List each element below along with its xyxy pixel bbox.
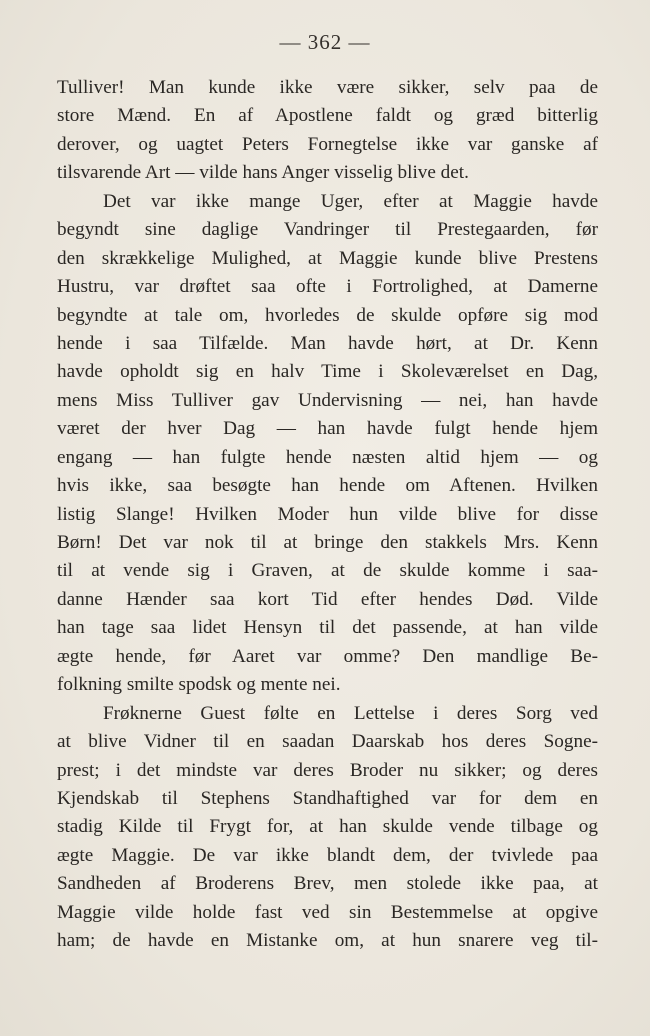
text-line: hvis ikke, saa besøgte han hende om Aftenen. Hvilken bbox=[57, 475, 598, 497]
text-line: været der hver Dag — han havde fulgt hende hjem bbox=[57, 418, 598, 440]
text-line: ægte Maggie. De var ikke blandt dem, der tvivlede paa bbox=[57, 844, 598, 866]
text-line: stadig Kilde til Frygt for, at han skulde vende tilbage og bbox=[57, 816, 598, 838]
text-line: ægte hende, før Aaret var omme? Den mandlige Be- bbox=[57, 645, 598, 667]
page-number: — 362 — bbox=[279, 30, 371, 54]
text-line: tilsvarende Art — vilde hans Anger visselig blive det. bbox=[57, 162, 469, 184]
text-line: Børn! Det var nok til at bringe den stakkels Mrs. Kenn bbox=[57, 532, 598, 553]
text-line: han tage saa lidet Hensyn til det passende, at han vilde bbox=[57, 617, 598, 639]
text-line: hende i saa Tilfælde. Man havde hørt, at Dr. Kenn bbox=[57, 332, 598, 354]
text-line: havde opholdt sig en halv Time i Skoleværelset en Dag, bbox=[57, 361, 598, 383]
text-line: mens Miss Tulliver gav Undervisning — nei, han havde bbox=[57, 389, 598, 411]
text-line: til at vende sig i Graven, at de skulde komme i saa- bbox=[57, 560, 598, 582]
body-text bbox=[57, 74, 598, 956]
text-line: Tulliver! Man kunde ikke være sikker, selv paa de bbox=[57, 77, 598, 98]
text-line: den skrækkelige Mulighed, at Maggie kunde blive Prestens bbox=[57, 247, 598, 269]
text-line: begyndte at tale om, hvorledes de skulde opføre sig mod bbox=[57, 304, 598, 326]
text-line: danne Hænder saa kort Tid efter hendes Død. Vilde bbox=[57, 588, 598, 610]
text-line: store Mænd. En af Apostlene faldt og græd bitterlig bbox=[57, 105, 598, 127]
text-line: Frøknerne Guest følte en Lettelse i deres Sorg ved bbox=[103, 702, 598, 724]
text-line: listig Slange! Hvilken Moder hun vilde blive for disse bbox=[57, 503, 598, 525]
text-line: Sandheden af Broderens Brev, men stolede ikke paa, at bbox=[57, 873, 598, 895]
text-line: at blive Vidner til en saadan Daarskab hos deres Sogne- bbox=[57, 731, 598, 753]
text-line: Hustru, var drøftet saa ofte i Fortrolighed, at Damerne bbox=[57, 276, 598, 298]
text-line: engang — han fulgte hende næsten altid hjem — og bbox=[57, 446, 598, 468]
text-line: begyndt sine daglige Vandringer til Prestegaarden, før bbox=[57, 219, 598, 241]
text-line: derover, og uagtet Peters Fornegtelse ikke var ganske af bbox=[57, 133, 598, 155]
text-line: folkning smilte spodsk og mente nei. bbox=[57, 674, 341, 696]
text-line: prest; i det mindste var deres Broder nu sikker; og deres bbox=[57, 759, 598, 781]
text-line: Maggie vilde holde fast ved sin Bestemmelse at opgive bbox=[57, 901, 598, 923]
text-line: Kjendskab til Stephens Standhaftighed var for dem en bbox=[57, 787, 598, 809]
text-line: ham; de havde en Mistanke om, at hun snarere veg til- bbox=[57, 930, 598, 952]
text-line: Det var ikke mange Uger, efter at Maggie havde bbox=[103, 190, 598, 212]
